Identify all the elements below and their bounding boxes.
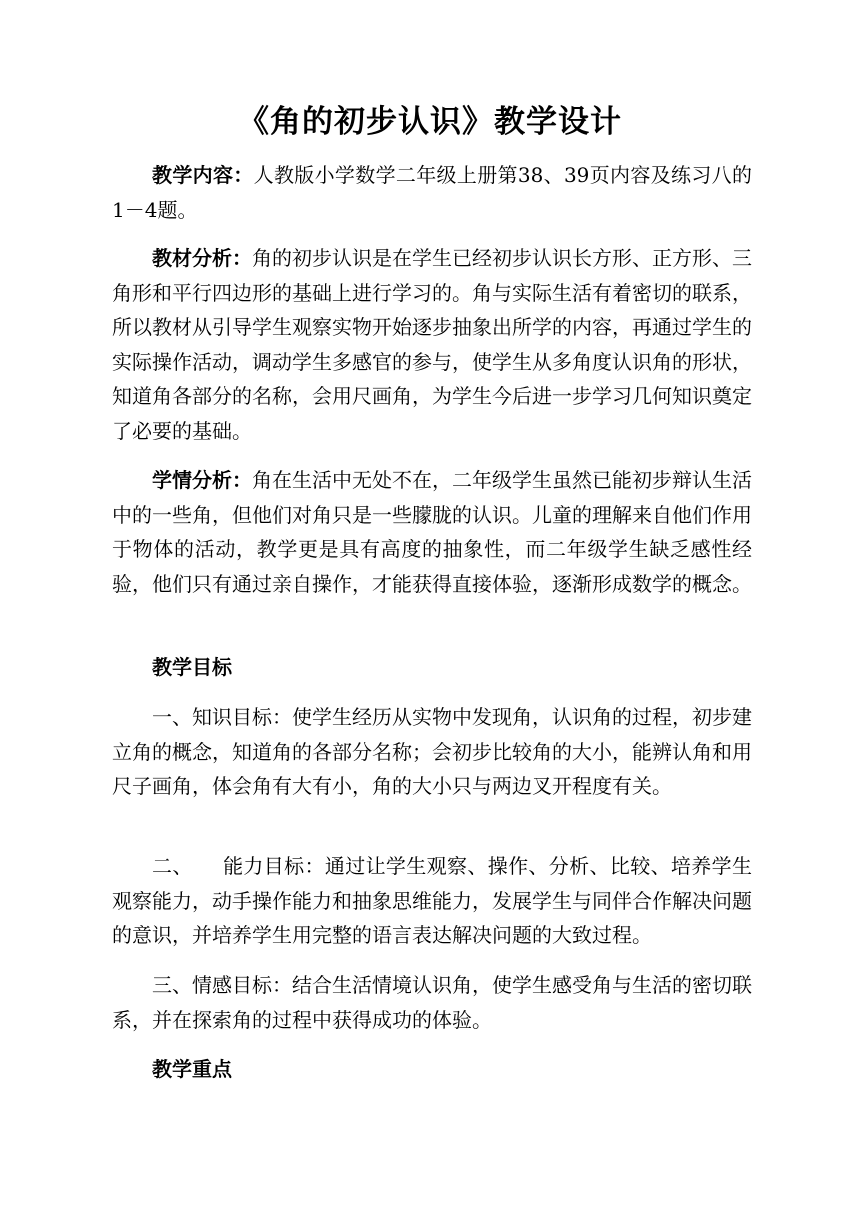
document-title: 《角的初步认识》教学设计 xyxy=(238,104,622,140)
objectives-heading: 教学目标 xyxy=(152,655,232,679)
ability-objective-paragraph xyxy=(112,849,752,953)
emotion-objective-paragraph: 三、情感目标：结合生活情境认识角，使学生感受角与生活的密切联系，并在探索角的过程中获得成功的体验。 xyxy=(112,973,752,1032)
knowledge-objective-paragraph: 一、知识目标：使学生经历从实物中发现角，认识角的过程，初步建立角的概念，知道角的各部分名称；会初步比较角的大小，能辨认角和用尺子画角，体会角有大有小，角的大小只与两边叉开程度有关。 xyxy=(112,705,752,799)
teaching-content-paragraph xyxy=(112,158,752,227)
textbook-analysis-paragraph xyxy=(112,241,752,449)
key-points-heading: 教学重点 xyxy=(152,1057,232,1081)
ability-objective-prefix: 二、 xyxy=(152,854,193,878)
textbook-analysis-label: 教材分析： xyxy=(152,246,252,270)
student-analysis-label: 学情分析： xyxy=(152,468,252,492)
ability-objective-text: 能力目标：通过让学生观察、操作、分析、比较、培养学生观察能力，动手操作能力和抽象思维能力，发展学生与同伴合作解决问题的意识，并培养学生用完整的语言表达解决问题的大致过程。 xyxy=(112,854,753,948)
student-analysis-text: 角在生活中无处不在，二年级学生虽然已能初步辩认生活中的一些角，但他们对角只是一些朦胧的认识。儿童的理解来自他们作用于物体的活动，教学更是具有高度的抽象性，而二年级学生缺乏感性经验，他们只有通过亲自操作，才能获得直接体验，逐渐形成数学的概念。 xyxy=(112,468,752,596)
student-analysis-paragraph xyxy=(112,463,752,601)
teaching-content-label: 教学内容： xyxy=(152,163,254,187)
textbook-analysis-text: 角的初步认识是在学生已经初步认识长方形、正方形、三角形和平行四边形的基础上进行学习的。角与实际生活有着密切的联系，所以教材从引导学生观察实物开始逐步抽象出所学的内容，再通过学生的实际操作活动，调动学生多感官的参与，使学生从多角度认识角的形状，知道角各部分的名称，会用尺画角，为学生今后进一步学习几何知识奠定了必要的基础。 xyxy=(112,246,752,443)
teaching-content-text: 人教版小学数学二年级上册第38、39页内容及练习八的1－4题。 xyxy=(112,163,752,222)
